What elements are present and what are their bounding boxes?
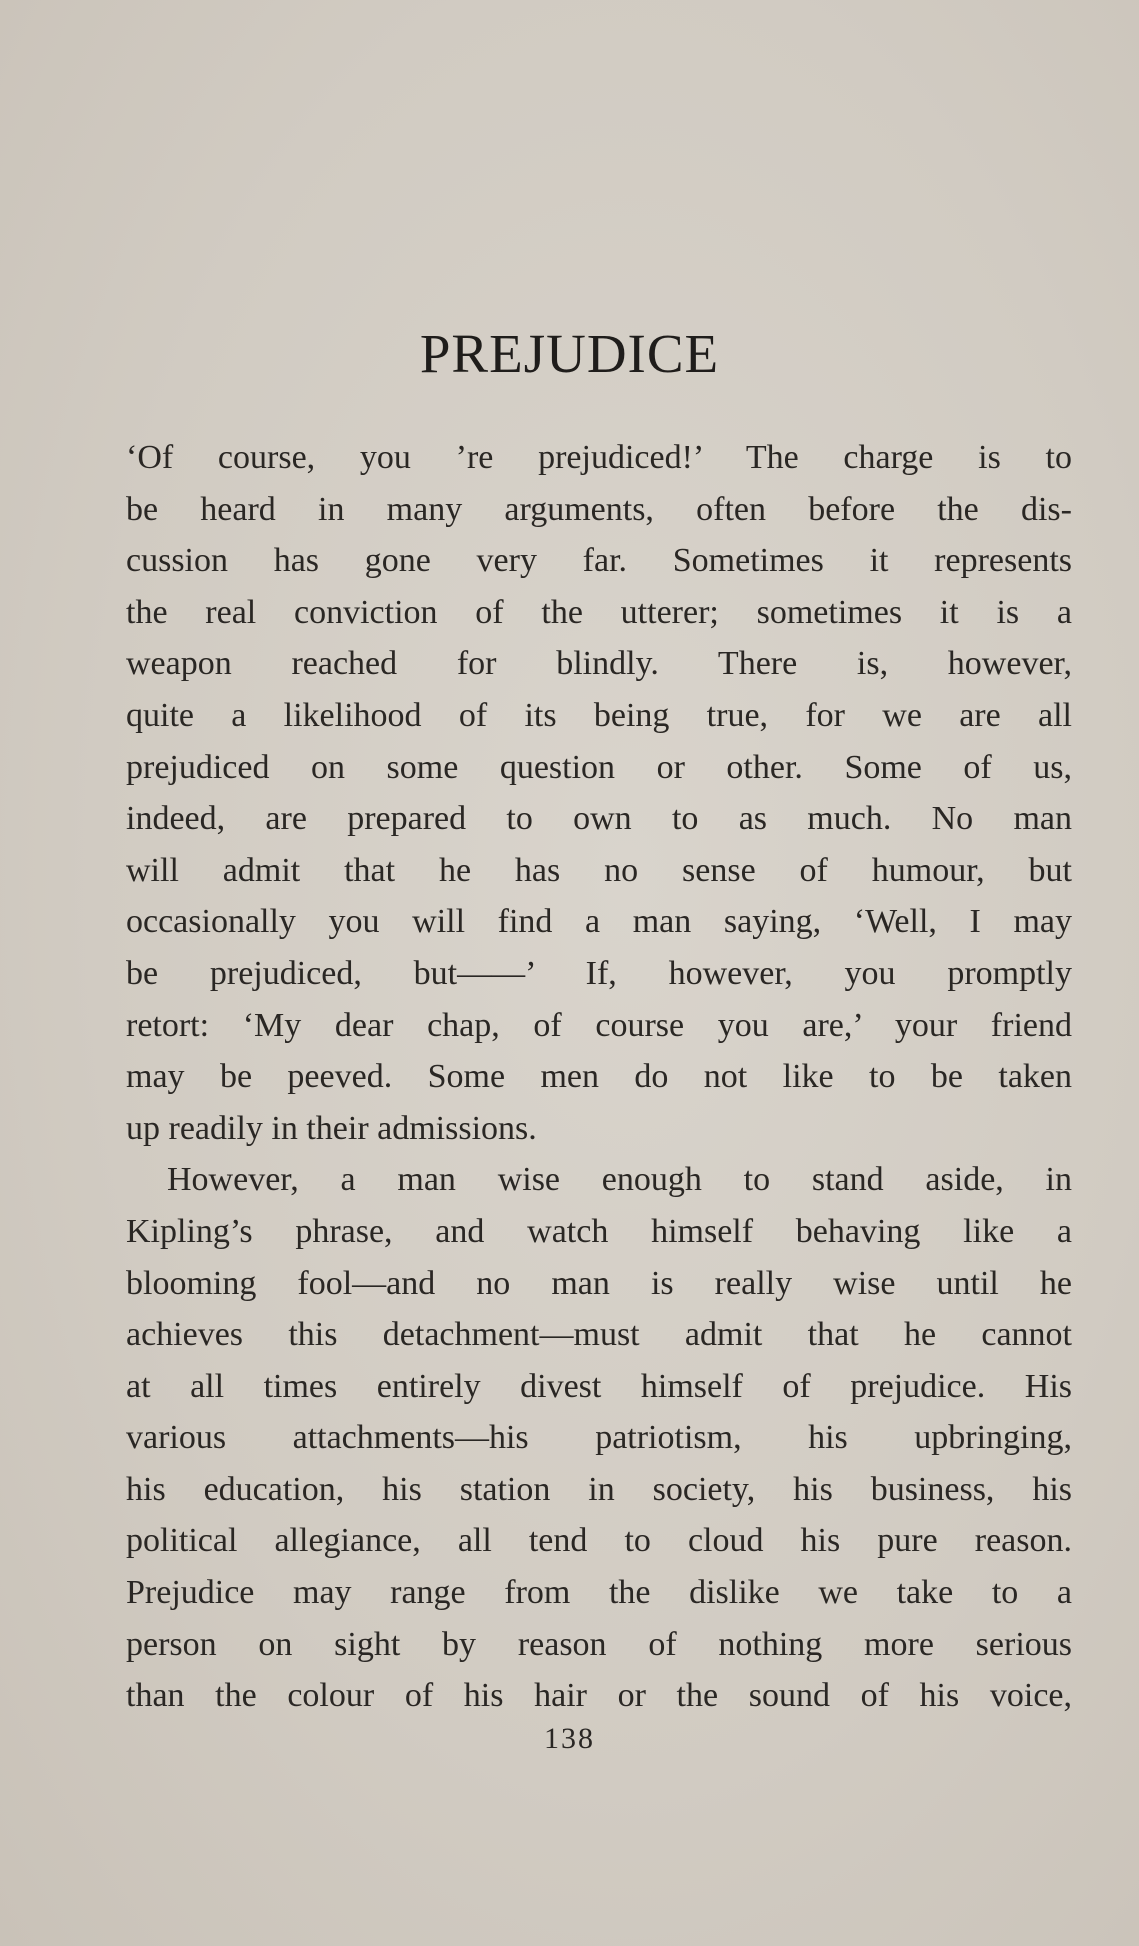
text-line: achieves this detachment—must admit that he cannot	[126, 1316, 1072, 1354]
text-line: the real conviction of the utterer; sometimes it is a	[126, 593, 1072, 631]
text-line: Prejudice may range from the dislike we take to a	[126, 1574, 1072, 1612]
page-number: 138	[544, 1722, 595, 1755]
text-line: occasionally you will find a man saying, ‘Well, I may	[126, 903, 1072, 941]
text-line: retort: ‘My dear chap, of course you are,’ your friend	[126, 1006, 1072, 1044]
text-line: cussion has gone very far. Sometimes it represents	[126, 542, 1072, 580]
text-line: various attachments—his patriotism, his upbringing,	[126, 1419, 1072, 1457]
text-line: his education, his station in society, his business, his	[126, 1470, 1072, 1508]
text-line: be prejudiced, but——’ If, however, you promptly	[126, 954, 1072, 992]
text-line: indeed, are prepared to own to as much. No man	[126, 800, 1072, 838]
text-line: However, a man wise enough to stand aside, in	[167, 1161, 1072, 1199]
text-line: political allegiance, all tend to cloud his pure reason.	[126, 1522, 1072, 1560]
text-line: Kipling’s phrase, and watch himself behaving like a	[126, 1212, 1072, 1250]
text-line: prejudiced on some question or other. Some of us,	[126, 748, 1072, 786]
text-line: quite a likelihood of its being true, for we are all	[126, 696, 1072, 734]
text-line: will admit that he has no sense of humour, but	[126, 851, 1072, 889]
text-line: be heard in many arguments, often before the dis-	[126, 490, 1072, 528]
text-line: ‘Of course, you ’re prejudiced!’ The charge is to	[126, 439, 1072, 476]
text-line: up readily in their admissions.	[126, 1109, 537, 1147]
body-text	[126, 432, 1072, 1722]
text-line: weapon reached for blindly. There is, however,	[126, 645, 1072, 683]
text-line: at all times entirely divest himself of prejudice. His	[126, 1367, 1072, 1405]
text-line: blooming fool—and no man is really wise until he	[126, 1264, 1072, 1302]
text-line: may be peeved. Some men do not like to be taken	[126, 1058, 1072, 1096]
text-line: than the colour of his hair or the sound of his voice,	[126, 1677, 1072, 1715]
text-line: person on sight by reason of nothing more serious	[126, 1625, 1072, 1663]
chapter-title: PREJUDICE	[419, 323, 720, 384]
